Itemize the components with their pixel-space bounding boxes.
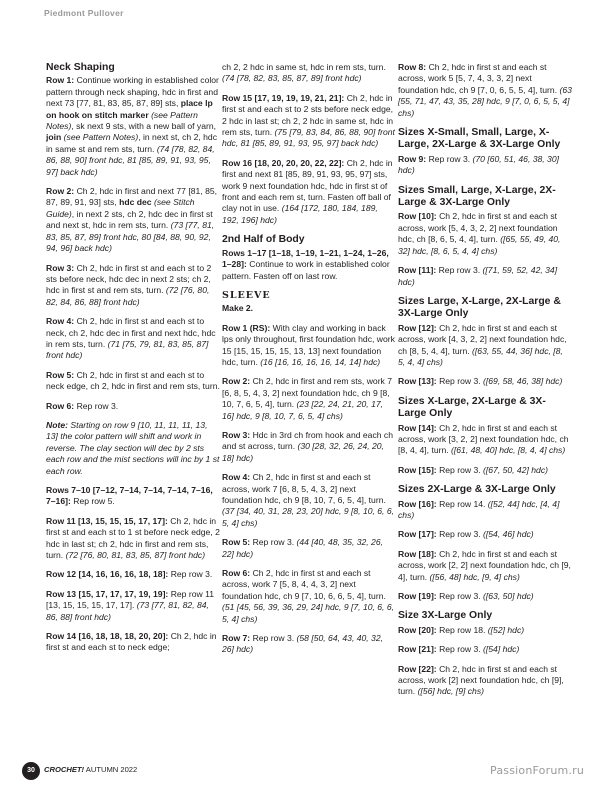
paragraph — [398, 644, 572, 655]
paragraph — [222, 568, 396, 625]
italic-run: (63 [55, 71, 47, 43, 35, 28] hdc, 9 [7, 0, 6, 5, 5, 4] chs) — [398, 84, 572, 118]
italic-run: ([63, 55, 44, 36] hdc, [8, 5, 4, 4] chs) — [398, 345, 563, 367]
paragraph — [46, 420, 220, 477]
bold-run: Row [19]: — [398, 591, 440, 602]
italic-run: (23 [22, 24, 21, 20, 17, 16] hdc, 9 [8, 10, 7, 6, 5, 4] chs) — [222, 399, 384, 421]
italic-run: ([69, 58, 46, 38] hdc) — [483, 376, 563, 387]
paragraph — [222, 62, 396, 85]
text-run: Rep row 14. — [439, 498, 488, 509]
italic-run: Starting on row 9 [10, 11, 11, 11, 13, 13] the color pattern will shift and work in reverse. The clay section will dec by 2 sts each row and the mist sections will inc by 1 st each row. — [46, 419, 220, 476]
bold-run: Row 3: — [222, 429, 253, 440]
text-run: Rep row 3. — [439, 464, 484, 475]
bold-run: Row 12 [14, 16, 16, 16, 18, 18]: — [46, 569, 171, 580]
bold-run: Row 7: — [222, 633, 253, 644]
italic-run: ([63, 50] hdc) — [483, 591, 534, 602]
paragraph — [222, 376, 396, 422]
text-run: Rep row 11 [13, 15, 15, 15, 17, 17]. — [46, 588, 214, 611]
bold-run: Row 6: — [222, 568, 253, 579]
bold-run: Row [15]: — [398, 464, 440, 475]
page-footer — [0, 756, 596, 800]
paragraph — [222, 93, 396, 150]
italic-run: (73 [77, 81, 82, 84, 86, 88] front hdc) — [46, 600, 209, 622]
paragraph — [398, 62, 572, 119]
bold-run: Note: — [46, 419, 71, 430]
bold-run: Rows 1–17 [1–18, 1–19, 1–21, 1–24, 1–26, 1–28]: — [222, 247, 389, 270]
section-heading: Sizes X-Large, 2X-Large & 3X-Large Only — [398, 395, 546, 420]
italic-run: ([67, 50, 42] hdc) — [483, 464, 548, 475]
bold-run: Row [13]: — [398, 376, 440, 387]
text-run: Rep row 5. — [73, 496, 115, 507]
text-run: Continue to work in established color pattern. Fasten off on last row. — [222, 259, 390, 281]
italic-run: (74 [78, 82, 84, 86, 88, 90] front hdc, 81 [85, 89, 91, 93, 95, 97] back hdc) — [46, 143, 215, 177]
paragraph — [46, 370, 220, 393]
text-run: Rep row 3. — [170, 569, 213, 580]
section-heading: Sizes Large, X-Large, 2X-Large & 3X-Large Only — [398, 295, 561, 320]
italic-run: ([56] hdc, [9] chs) — [417, 686, 484, 697]
text-run: , in next st, ch 2, hdc in same st and rem sts, turn. — [46, 132, 218, 154]
italic-run: ([65, 55, 49, 40, 32] hdc, [8, 6, 5, 4, 4] chs) — [398, 234, 561, 256]
italic-run: ([71, 59, 52, 42, 34] hdc) — [398, 265, 558, 287]
text-run: Rep row 3. — [439, 376, 484, 387]
bold-run: join — [46, 132, 64, 143]
text-run: Hdc in 3rd ch from hook and each ch and st across, turn. — [222, 429, 394, 452]
text-run: Rep row 3. — [252, 537, 297, 548]
text-run: Ch 2, hdc in first st and each st to 1 st before neck edge, 2 hdc in last st; ch 2, hdc in first and rem sts, turn. — [46, 515, 220, 561]
bold-run: Row 1 (RS): — [222, 322, 273, 333]
text-run: , sk next 9 sts, with a new ball of yarn, — [71, 121, 217, 132]
paragraph — [222, 323, 396, 369]
paragraph — [46, 401, 220, 412]
paragraph — [398, 323, 572, 369]
paragraph — [398, 664, 572, 698]
paragraph — [222, 472, 396, 529]
text-run: ch 2, 2 hdc in same st, hdc in rem sts, turn. — [222, 62, 386, 72]
text-run: Ch 2, hdc in first and next 81 [85, 89, 91, 93, 95, 97] sts, work 9 next foundation hdc, hdc in first st of front and each rem st, turn. Fasten off ball of clay not in use. — [222, 157, 393, 214]
paragraph — [398, 529, 572, 540]
italic-run: (70 [60, 51, 46, 38, 30] hdc) — [398, 153, 559, 176]
italic-run: (30 [28, 32, 26, 24, 20, 18] hdc) — [222, 441, 384, 463]
column-2 — [222, 62, 396, 664]
column-1 — [46, 62, 220, 662]
text-run: Rep row 3. — [439, 529, 484, 540]
paragraph — [46, 316, 220, 362]
paragraph — [222, 537, 396, 560]
bold-run: Row 3: — [46, 262, 77, 273]
text-run: Ch 2, hdc in first st and each st across, work 5 [5, 7, 4, 3, 3, 2] next foundation hdc, ch 9 [7, 0, 6, 5, 5, 4], turn. — [398, 62, 560, 95]
text-run: Ch 2, hdc in first st and each st to 2 sts before neck, hdc dec in next 2 sts; ch 2, hdc in first st and rem sts, turn. — [46, 262, 212, 296]
bold-run: Row 1: — [46, 75, 77, 86]
bold-run: Row [22]: — [398, 663, 440, 674]
text-run: Ch 2, hdc in first st and each st to neck, ch 2, hdc dec in first and next hdc, hdc in rem sts, turn. — [46, 316, 216, 349]
paragraph — [222, 430, 396, 464]
bold-run: Row 2: — [222, 376, 253, 387]
bold-run: Row 11 [13, 15, 15, 15, 17, 17]: — [46, 515, 171, 526]
bold-run: Row 13 [15, 17, 17, 17, 19, 19]: — [46, 588, 171, 599]
italic-run: (see Pattern Notes) — [46, 109, 198, 132]
text-run: Ch 2, hdc in first and next 77 [81, 85, 87, 89, 91, 93] sts, — [46, 186, 218, 208]
paragraph — [222, 248, 396, 282]
bold-run: Row [20]: — [398, 624, 440, 635]
italic-run: ([56, 48] hdc, [9, 4] chs) — [429, 571, 520, 582]
italic-run: ([61, 48, 40] hdc, [8, 4, 4] chs) — [451, 445, 566, 456]
italic-run: ([54] hdc) — [483, 644, 520, 655]
paragraph — [398, 265, 572, 288]
italic-run: ([52] hdc) — [487, 624, 525, 635]
bold-run: Row [11]: — [398, 265, 439, 276]
paragraph — [46, 631, 220, 654]
paragraph — [398, 549, 572, 583]
text-run: Ch 2, hdc in first st and each st across, work 7 [5, 8, 4, 4, 3, 2] next foundation hdc, ch 9 [7, 10, 6, 6, 5, 4], turn. — [222, 568, 386, 601]
bold-run: Row [18]: — [398, 548, 440, 559]
bold-run: Rows 7–10 [7–12, 7–14, 7–14, 7–14, 7–16, 7–16]: — [46, 485, 213, 507]
paragraph — [398, 423, 572, 457]
text-run: Ch 2, hdc in first st and each st to 2 sts before neck edge, 2 hdc in last st; ch 2, 2 hdc in same st, hdc in rem sts, turn. — [222, 92, 394, 138]
text-run: Rep row 3. — [438, 265, 483, 276]
italic-run: (see Pattern Notes) — [63, 132, 139, 143]
italic-run: (see Stitch Guide) — [46, 197, 195, 219]
bold-run: Row [17]: — [398, 529, 440, 540]
bold-run: Row [12]: — [398, 322, 440, 333]
text-run: Ch 2, hdc in first st and each st to neck edge; — [46, 631, 217, 653]
text-run: Ch 2, hdc in first st and each st to neck edge, ch 2, hdc in first and rem sts, turn. — [46, 369, 220, 392]
italic-run: (37 [34, 40, 31, 28, 23, 20] hdc, 9 [8, 10, 6, 6, 5, 4] chs) — [222, 506, 394, 528]
text-run: Continue working in established color pattern through neck shaping, hdc in first and next 73 [77, 81, 83, 85, 87, 89] sts, — [46, 75, 219, 109]
paragraph — [46, 75, 220, 178]
bold-run: Row [10]: — [398, 211, 440, 222]
page-number: 30 — [22, 762, 40, 780]
paragraph — [46, 589, 220, 623]
paragraph — [46, 263, 220, 309]
paragraph — [398, 465, 572, 476]
text-run: Rep row 3. — [76, 400, 119, 411]
watermark: PassionForum.ru — [490, 764, 584, 777]
italic-run: ([52, 44] hdc, [4, 4] chs) — [398, 498, 560, 520]
italic-run: (51 [45, 56, 39, 36, 29, 24] hdc, 9 [7, 10, 6, 6, 5, 4] chs) — [222, 602, 394, 624]
italic-run: (73 [77, 81, 83, 85, 87, 89] front hdc, 80 [84, 88, 90, 92, 94, 96] back hdc) — [46, 220, 215, 254]
italic-run: (72 [76, 80, 81, 83, 85, 87] front hdc) — [65, 550, 206, 561]
text-run: Ch 2, hdc in first st and each st across, work [3, 2, 2] next foundation hdc, ch [8, 4, 4], turn. — [398, 422, 569, 456]
paragraph — [46, 485, 220, 508]
italic-run: (58 [50, 64, 43, 40, 32, 26] hdc) — [222, 633, 383, 655]
section-heading: Sizes X-Small, Small, Large, X-Large, 2X-Large & 3X-Large Only — [398, 127, 561, 151]
italic-run: ([54, 46] hdc) — [483, 529, 534, 540]
bold-run: Row 8: — [398, 62, 429, 72]
paragraph — [222, 633, 396, 656]
text-run: Rep row 3. — [428, 153, 473, 164]
paragraph — [398, 211, 572, 257]
section-label: SLEEVE — [222, 289, 271, 301]
paragraph — [398, 499, 572, 522]
bold-run: Make 2. — [222, 303, 254, 314]
bold-run: Row 15 [17, 19, 19, 19, 21, 21]: — [222, 92, 347, 103]
bold-run: Row [16]: — [398, 498, 440, 509]
bold-run: Row [14]: — [398, 422, 440, 433]
text-run: Ch 2, hdc in first st and each st across, work [5, 4, 3, 2, 2] next foundation hdc, ch [8, 6, 5, 4, 4], turn. — [398, 211, 558, 245]
text-run: Rep row 3. — [439, 644, 484, 655]
issue-label: AUTUMN 2022 — [84, 765, 138, 774]
bold-run: Row 2: — [46, 186, 77, 197]
bold-run: Row 5: — [46, 369, 77, 380]
paragraph — [222, 158, 396, 226]
bold-run: hdc dec — [119, 197, 154, 208]
text-run: Rep row 18. — [439, 624, 488, 635]
italic-run: (164 [172, 180, 184, 189, 192, 196] hdc) — [222, 203, 378, 225]
bold-run: Row 14 [16, 18, 18, 18, 20, 20]: — [46, 631, 171, 642]
section-heading: Sizes 2X-Large & 3X-Large Only — [398, 484, 556, 496]
bold-run: Row 4: — [46, 316, 77, 327]
paragraph — [398, 154, 572, 177]
section-heading: 2nd Half of Body — [222, 234, 305, 246]
bold-run: Row 9: — [398, 153, 429, 164]
paragraph — [222, 303, 396, 314]
text-run: Ch 2, hdc in first st and each st across, work [2] next foundation hdc, ch [9], turn. — [398, 663, 564, 697]
paragraph — [398, 625, 572, 636]
text-run: , in next 2 sts, ch 2, hdc dec in first st and next st, hdc in rem sts, turn. — [46, 208, 213, 231]
bold-run: Row 6: — [46, 400, 77, 411]
bold-run: Row 4: — [222, 472, 253, 483]
italic-run: (75 [79, 83, 84, 86, 88, 90] front hdc, 81 [85, 89, 91, 93, 95, 97] back hdc) — [222, 127, 395, 149]
italic-run: (16 [16, 16, 16, 16, 14, 14] hdc) — [260, 356, 381, 367]
text-run: Ch 2, hdc in first st and each st across, work 7 [6, 8, 5, 4, 3, 2] next foundation hdc, ch 9 [8, 10, 7, 6, 5, 4], turn. — [222, 472, 386, 505]
text-run: Ch 2, hdc in first and rem sts, work 7 [6, 8, 5, 4, 3, 2] next foundation hdc, ch 9 [8, 10, 7, 6, 5, 4], turn. — [222, 376, 393, 410]
italic-run: (71 [75, 79, 81, 83, 85, 87] front hdc) — [46, 338, 209, 361]
text-run: Ch 2, hdc in first st and each st across, work [2, 2] next foundation hdc, ch [9, 4], turn. — [398, 548, 571, 582]
paragraph — [398, 376, 572, 387]
bold-run: place lp on hook on stitch marker — [46, 98, 213, 120]
text-run: Rep row 3. — [439, 591, 484, 602]
paragraph — [398, 591, 572, 602]
text-run: Ch 2, hdc in first st and each st across, work [4, 3, 2, 2] next foundation hdc, ch [8, 5, 4, 4], turn. — [398, 322, 567, 356]
italic-run: (72 [76, 80, 82, 84, 86, 88] front hdc) — [46, 285, 210, 307]
bold-run: Row [21]: — [398, 644, 440, 655]
italic-run: (74 [78, 82, 83, 85, 87, 89] front hdc) — [222, 73, 362, 84]
running-header: Piedmont Pullover — [44, 8, 124, 18]
section-heading: Neck Shaping — [46, 62, 115, 73]
bold-run: Row 5: — [222, 537, 253, 548]
column-3 — [398, 62, 572, 706]
magazine-name: CROCHET! — [44, 765, 85, 774]
text-run: Rep row 3. — [252, 633, 297, 644]
section-heading: Sizes Small, Large, X-Large, 2X-Large & 3X-Large Only — [398, 184, 556, 209]
text-run: With clay and working in back lps only throughout, first foundation hdc, work 15 [15, 15, 15, 15, 13, 13] next foundation hdc, turn. — [222, 322, 395, 367]
magazine-credit — [44, 765, 137, 774]
section-heading: Size 3X-Large Only — [398, 610, 493, 622]
paragraph — [46, 516, 220, 562]
paragraph — [46, 186, 220, 254]
paragraph — [46, 569, 220, 580]
italic-run: (44 [40, 48, 35, 32, 26, 22] hdc) — [222, 537, 383, 559]
bold-run: Row 16 [18, 20, 20, 20, 22, 22]: — [222, 157, 347, 168]
